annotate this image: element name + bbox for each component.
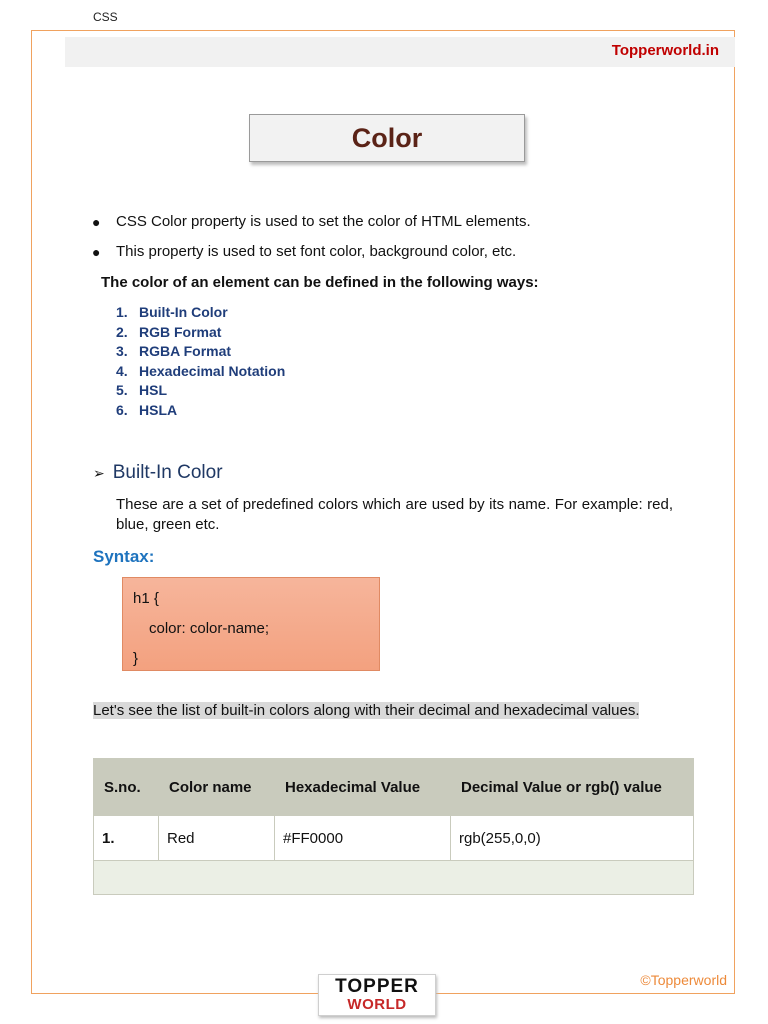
- table-header: S.no.: [94, 759, 159, 816]
- table-header-row: [94, 759, 694, 816]
- section-heading: [93, 462, 223, 484]
- table-header: Decimal Value or rgb() value: [451, 759, 694, 816]
- section-heading-text: Built-In Color: [112, 462, 223, 483]
- bullet-item: [92, 242, 692, 262]
- bullet-icon: ●: [92, 214, 101, 230]
- ways-item: [116, 381, 285, 401]
- arrow-bullet-icon: ➢: [93, 465, 105, 481]
- title-box: [249, 114, 525, 162]
- table-cell: #FF0000: [275, 816, 451, 861]
- ways-label: Built-In Color: [139, 304, 228, 320]
- ways-label: HSL: [139, 382, 167, 398]
- color-table: [93, 758, 694, 895]
- document-label: CSS: [93, 10, 118, 24]
- code-line: }: [133, 650, 139, 667]
- table-row: [94, 816, 694, 861]
- copyright-text: ©Topperworld: [640, 972, 727, 988]
- intro-bullet-list: [92, 212, 692, 272]
- ways-number: 5.: [116, 382, 128, 398]
- section-paragraph: These are a set of predefined colors which are used by its name. For example: red, blue, green etc.: [116, 496, 673, 533]
- table-cell: [94, 861, 694, 895]
- list-intro: [93, 700, 675, 721]
- ways-number: 3.: [116, 343, 128, 359]
- ways-label: HSLA: [139, 401, 178, 418]
- ways-label: RGB Format: [139, 323, 222, 340]
- bullet-item: [92, 212, 692, 232]
- bullet-text: This property is used to set font color, background color, etc.: [116, 243, 517, 260]
- topperworld-logo: [318, 974, 436, 1016]
- header-band: [65, 37, 735, 67]
- ways-label: RGBA Format: [139, 343, 232, 359]
- table-cell: Red: [159, 816, 275, 861]
- ways-number: 2.: [116, 323, 128, 340]
- table-empty-row: [94, 861, 694, 895]
- code-line: color: color-name;: [149, 620, 270, 637]
- code-line: h1 {: [133, 590, 159, 607]
- table-header: Color name: [159, 759, 275, 816]
- ways-item: [116, 303, 285, 323]
- syntax-label: Syntax:: [93, 547, 155, 566]
- bullet-icon: ●: [92, 244, 101, 260]
- brand-name: Topperworld.in: [611, 42, 719, 59]
- ways-number: 6.: [116, 401, 128, 418]
- list-intro-text: Let's see the list of built-in colors along with their decimal and hexadecimal values.: [93, 702, 640, 719]
- ways-item: [116, 323, 285, 343]
- ways-item: [116, 342, 285, 362]
- lead-text: The color of an element can be defined in the following ways:: [101, 274, 539, 291]
- ways-item: [116, 362, 285, 382]
- page-title: Color: [351, 122, 423, 153]
- table-cell: 1.: [94, 816, 159, 861]
- bullet-text: CSS Color property is used to set the color of HTML elements.: [116, 213, 531, 230]
- table-header: Hexadecimal Value: [275, 759, 451, 816]
- ways-label: Hexadecimal Notation: [139, 362, 286, 379]
- ways-list: [116, 303, 285, 420]
- table-cell: rgb(255,0,0): [451, 816, 694, 861]
- ways-item: [116, 401, 285, 421]
- code-block: [122, 577, 380, 671]
- logo-line-2: WORLD: [347, 996, 407, 1013]
- logo-line-1: TOPPER: [335, 976, 419, 997]
- ways-number: 4.: [116, 362, 128, 379]
- ways-number: 1.: [116, 304, 128, 320]
